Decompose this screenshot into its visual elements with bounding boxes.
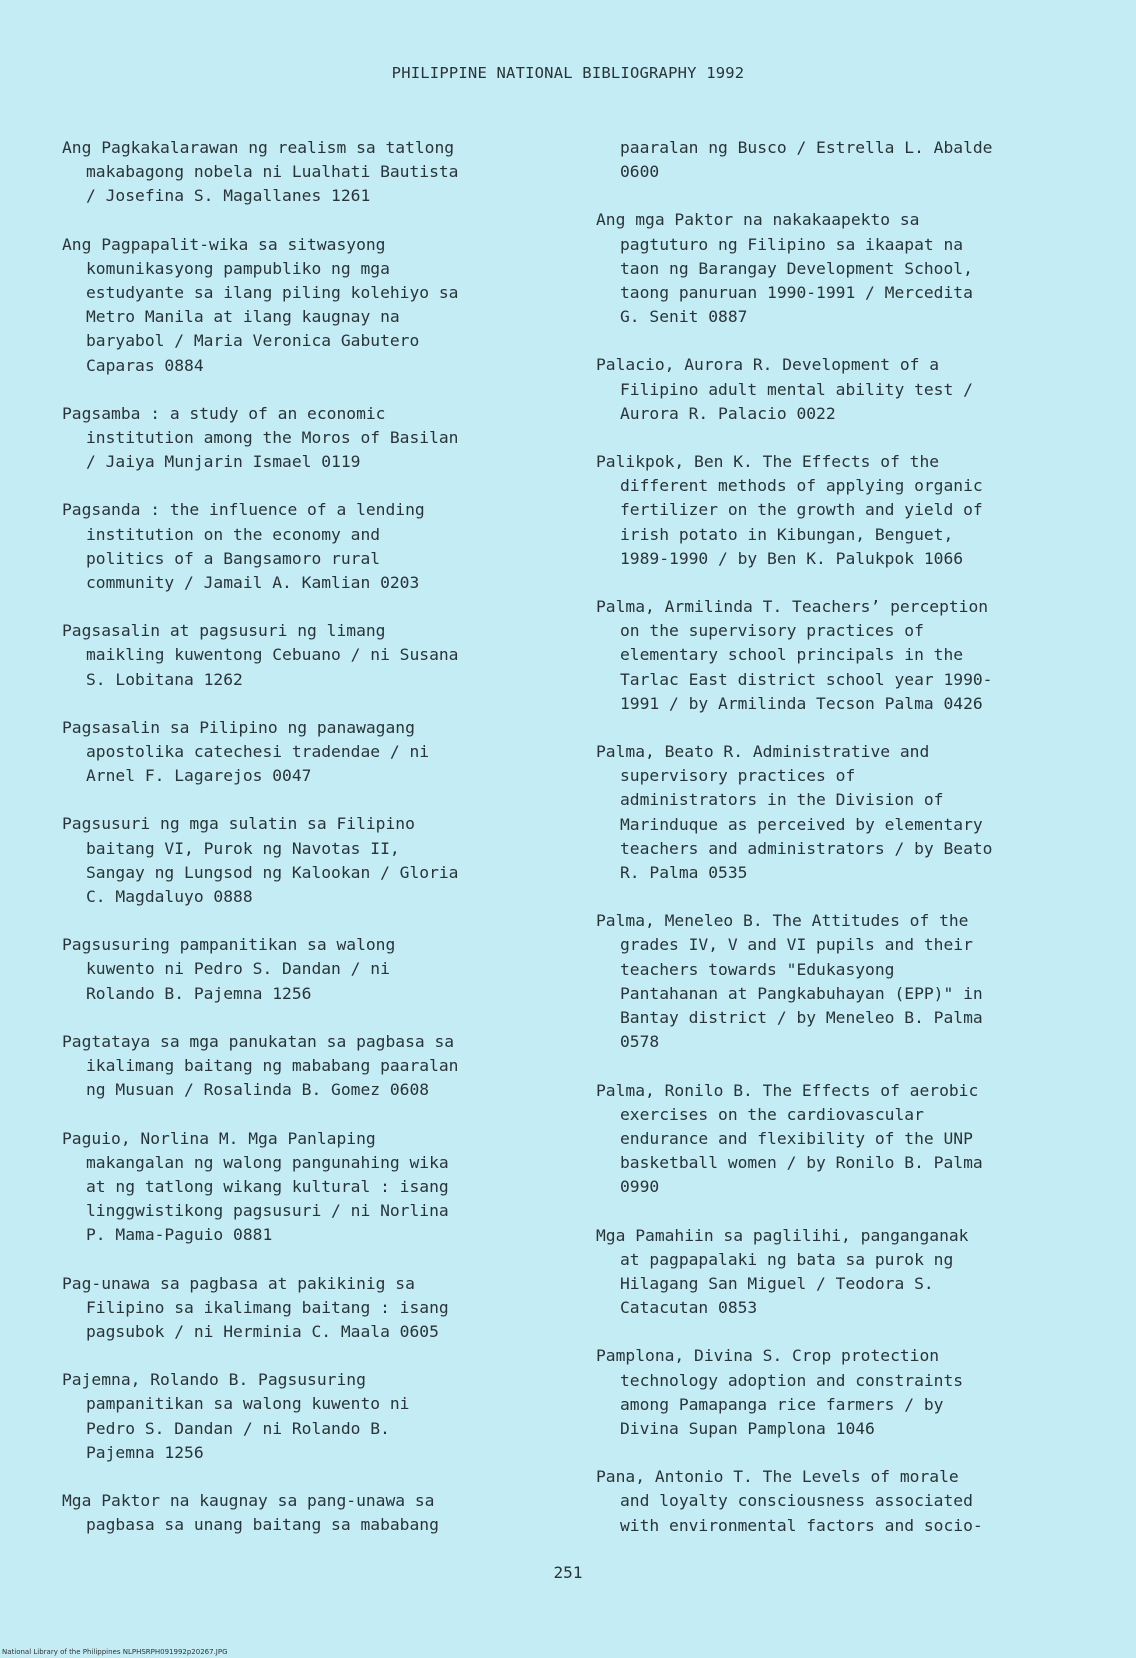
bib-entry: Pagsasalin sa Pilipino ng panawagang apostolika catechesi tradendae / ni Arnel F. Lagarejos 0047 — [62, 717, 430, 786]
bib-entry: Pana, Antonio T. The Levels of morale and loyalty consciousness associated with environmental factors and socio- — [596, 1467, 983, 1535]
bib-entry: Ang Pagpapalit-wika sa sitwasyong komunikasyong pampubliko ng mga estudyante sa ilang piling kolehiyo sa Metro Manila at ilang kaugnay na baryabol / Maria Veronica Gabutero Caparas 0884 — [62, 234, 459, 375]
bib-entry: Pagsusuri ng mga sulatin sa Filipino baitang VI, Purok ng Navotas II, Sangay ng Lungsod ng Kalookan / Gloria C. Magdaluyo 0888 — [62, 814, 459, 907]
bib-entry: Palma, Ronilo B. The Effects of aerobic exercises on the cardiovascular endurance and flexibility of the UNP basketball women / by Ronilo B. Palma 0990 — [596, 1080, 983, 1197]
bib-entry: Pag-unawa sa pagbasa at pakikinig sa Filipino sa ikalimang baitang : isang pagsubok / ni Herminia C. Maala 0605 — [62, 1273, 449, 1341]
bib-entry-continuation: paaralan ng Busco / Estrella L. Abalde 0600 — [620, 138, 993, 182]
bib-entry: Palma, Armilinda T. Teachers’ perception on the supervisory practices of elementary school principals in the Tarlac East district school year 1990- 1991 / by Armilinda Tecson Palma 0426 — [596, 597, 993, 713]
bib-entry: Pagsamba : a study of an economic institution among the Moros of Basilan / Jaiya Munjarin Ismael 0119 — [62, 403, 459, 472]
bib-entry: Palma, Beato R. Administrative and supervisory practices of administrators in the Division of Marinduque as perceived by elementary teachers and administrators / by Beato R. Palma 0535 — [596, 742, 993, 883]
bib-entry: Mga Paktor na kaugnay sa pang-unawa sa pagbasa sa unang baitang sa mababang — [62, 1490, 439, 1535]
bib-entry: Pagsusuring pampanitikan sa walong kuwento ni Pedro S. Dandan / ni Rolando B. Pajemna 1256 — [62, 935, 396, 1003]
bib-entry: Pajemna, Rolando B. Pagsusuring pampanitikan sa walong kuwento ni Pedro S. Dandan / ni Rolando B. Pajemna 1256 — [62, 1370, 410, 1462]
footer-credit: National Library of the Philippines NLPHSRPH091992p20267.JPG — [2, 1648, 228, 1656]
bib-entry: Ang Pagkakalarawan ng realism sa tatlong makabagong nobela ni Lualhati Bautista / Josefina S. Magallanes 1261 — [62, 138, 459, 206]
bib-entry: Palikpok, Ben K. The Effects of the different methods of applying organic fertilizer on the growth and yield of irish potato in Kibungan, Benguet, 1989-1990 / by Ben K. Palukpok 1066 — [596, 452, 983, 568]
right-column — [596, 136, 1091, 1562]
bib-entry: Pamplona, Divina S. Crop protection technology adoption and constraints among Pamapanga rice farmers / by Divina Supan Pamplona 1046 — [596, 1346, 964, 1438]
bib-entry: Paguio, Norlina M. Mga Panlaping makangalan ng walong pangunahing wika at ng tatlong wikang kultural : isang linggwistikong pagsusuri / ni Norlina P. Mama-Paguio 0881 — [62, 1128, 449, 1245]
bib-entry: Pagtataya sa mga panukatan sa pagbasa sa ikalimang baitang ng mababang paaralan ng Musuan / Rosalinda B. Gomez 0608 — [62, 1031, 459, 1100]
bib-entry: Pagsasalin at pagsusuri ng limang maikling kuwentong Cebuano / ni Susana S. Lobitana 1262 — [62, 621, 459, 689]
page-header: PHILIPPINE NATIONAL BIBLIOGRAPHY 1992 — [391, 64, 745, 82]
bib-entry: Pagsanda : the influence of a lending institution on the economy and politics of a Bangsamoro rural community / Jamail A. Kamlian 0203 — [62, 500, 425, 593]
left-column — [62, 136, 557, 1561]
page-number: 251 — [553, 1563, 583, 1582]
bib-entry: Ang mga Paktor na nakakaapekto sa pagtuturo ng Filipino sa ikaapat na taon ng Barangay Development School, taong panuruan 1990-1991 / Mercedita G. Senit 0887 — [596, 210, 973, 327]
bib-entry: Palacio, Aurora R. Development of a Filipino adult mental ability test / Aurora R. Palacio 0022 — [596, 355, 973, 423]
bib-entry: Mga Pamahiin sa paglilihi, panganganak at pagpapalaki ng bata sa purok ng Hilagang San Miguel / Teodora S. Catacutan 0853 — [596, 1225, 969, 1318]
bib-entry: Palma, Meneleo B. The Attitudes of the grades IV, V and VI pupils and their teachers towards "Edukasyong Pantahanan at Pangkabuhayan (EPP)" in Bantay district / by Meneleo B. Palma 0578 — [596, 911, 983, 1052]
